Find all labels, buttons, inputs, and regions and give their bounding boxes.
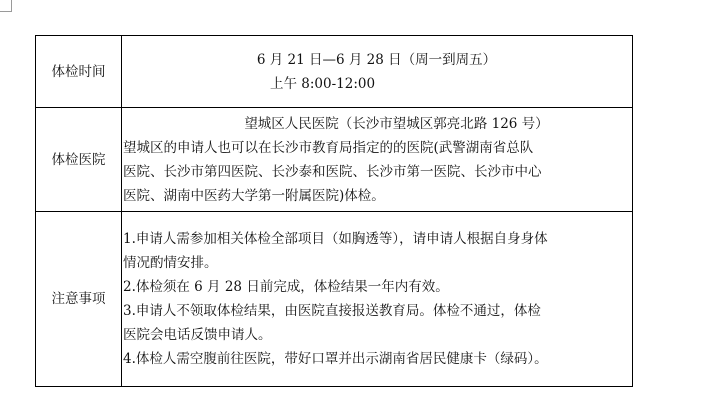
label-exam-hospital: 体检医院 — [36, 108, 122, 212]
hospital-text-line-3: 医院、湖南中医药大学第一附属医院)体检。 — [123, 187, 385, 204]
table-row-exam-time — [36, 36, 633, 108]
note-line-5: 医院会电话反馈申请人。 — [123, 327, 272, 343]
label-notes: 注意事项 — [36, 212, 122, 387]
note-line-4: 3.申请人不领取体检结果，由医院直接报送教育局。体检不通过，体检 — [123, 303, 541, 319]
primary-hospital: 望城区人民医院（长沙市望城区郭亮北路 126 号） — [244, 115, 549, 132]
label-exam-time: 体检时间 — [36, 36, 122, 108]
note-line-2: 情况酌情安排。 — [123, 255, 218, 271]
note-line-6: 4.体检人需空腹前往医院，带好口罩并出示湖南省居民健康卡（绿码）。 — [123, 351, 548, 367]
note-line-3: 2.体检须在 6 月 28 日前完成，体检结果一年内有效。 — [123, 279, 449, 295]
hospital-text-line-1: 望城区的申请人也可以在长沙市教育局指定的的医院(武警湖南省总队 — [123, 139, 534, 156]
physical-exam-info-table — [35, 35, 633, 387]
table-row-exam-hospital — [36, 108, 633, 212]
notes-content — [122, 212, 633, 387]
table-row-notes — [36, 212, 633, 387]
exam-time-content — [122, 36, 633, 108]
hospital-text-line-2: 医院、长沙市第四医院、长沙泰和医院、长沙市第一医院、长沙市中心 — [123, 163, 542, 180]
corner-marker — [0, 0, 12, 12]
exam-hours: 上午 8:00-12:00 — [270, 75, 376, 92]
note-line-1: 1.申请人需参加相关体检全部项目（如胸透等），请申请人根据自身身体 — [123, 231, 548, 247]
exam-date-range: 6 月 21 日—6 月 28 日（周一到周五） — [256, 51, 497, 68]
exam-hospital-content — [122, 108, 633, 212]
